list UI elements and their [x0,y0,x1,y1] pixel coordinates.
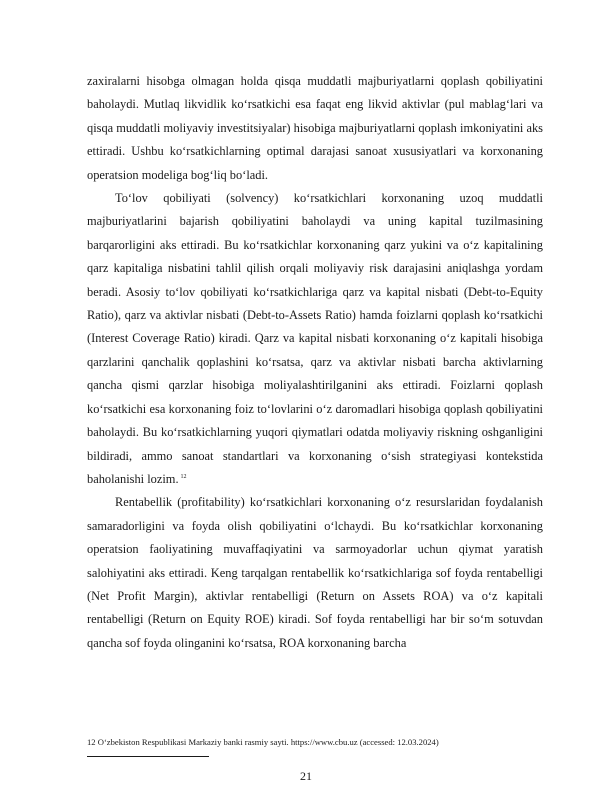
paragraph-text: Rentabellik (profitability) koʻrsatkichlari korxonaning oʻz resurslaridan foydalanish samaradorligini va foyda olish qobiliyatini oʻlchaydi. Bu koʻrsatkichlar korxonaning operatsion faoliyatining muvaffaqiyatini va sarmoyadorlar uchun qiymat yaratish salohiyatini aks ettiradi. Keng tarqalgan rentabellik koʻrsatkichlariga sof foyda rentabelligi (Net Profit Margin), aktivlar rentabelligi (Return on Assets ROA) va oʻz kapitali rentabelligi (Return on Equity ROE) kiradi. Sof foyda rentabelligi har bir soʻm sotuvdan qancha sof foyda olinganini koʻrsatsa, ROA korxonaning barcha [87,495,543,650]
paragraph-profitability [87,491,543,655]
paragraph-text: Toʻlov qobiliyati (solvency) koʻrsatkichlari korxonaning uzoq muddatli majburiyatlarini bajarish qobiliyatini baholaydi va uning kapital tuzilmasining barqarorligini aks ettiradi. Bu koʻrsatkichlar korxonaning qarz yukini va oʻz kapitalining qarz kapitaliga nisbatini tahlil qilish orqali moliyaviy risk darajasini aniqlashga yordam beradi. Asosiy toʻlov qobiliyati koʻrsatkichlariga qarz va kapital nisbati (Debt-to-Equity Ratio), qarz va aktivlar nisbati (Debt-to-Assets Ratio) hamda foizlarni qoplash koʻrsatkichi (Interest Coverage Ratio) kiradi. Qarz va kapital nisbati korxonaning oʻz kapitali hisobiga qarzlarini qanchalik qoplashini koʻrsatsa, qarz va aktivlar nisbati barcha aktivlarning qancha qismi qarzlar hisobiga moliyalashtirilganini aks ettiradi. Foizlarni qoplash koʻrsatkichi esa korxonaning foiz toʻlovlarini oʻz daromadlari hisobiga qoplash qobiliyatini baholaydi. Bu koʻrsatkichlarning yuqori qiymatlari odatda moliyaviy riskning oshganligini bildiradi, ammo sanoat standartlari va korxonaning oʻsish strategiyasi kontekstida baholanishi lozim. [87,191,543,486]
page-number: 21 [300,769,312,783]
paragraph-text: zaxiralarni hisobga olmagan holda qisqa muddatli majburiyatlarni qoplash qobiliyatini baholaydi. Mutlaq likvidlik koʻrsatkichi esa faqat eng likvid aktivlar (pul mablagʻlari va qisqa muddatli moliyaviy investitsiyalar) hisobiga majburiyatlarni qoplash imkoniyatini aks ettiradi. Ushbu koʻrsatkichlarning optimal darajasi sanoat xususiyatlari va korxonaning operatsion modeliga bogʻliq boʻladi. [87,74,543,182]
footnote-reference[interactable]: 12 [180,473,187,480]
document-body [87,70,543,655]
paragraph-solvency [87,187,543,491]
paragraph-liquidity [87,70,543,187]
footnote: 12 O‘zbekiston Respublikasi Markaziy banki rasmiy sayti. https://www.cbu.uz (accessed: 12.03.2024) [87,737,439,747]
footnote-divider [87,756,209,757]
